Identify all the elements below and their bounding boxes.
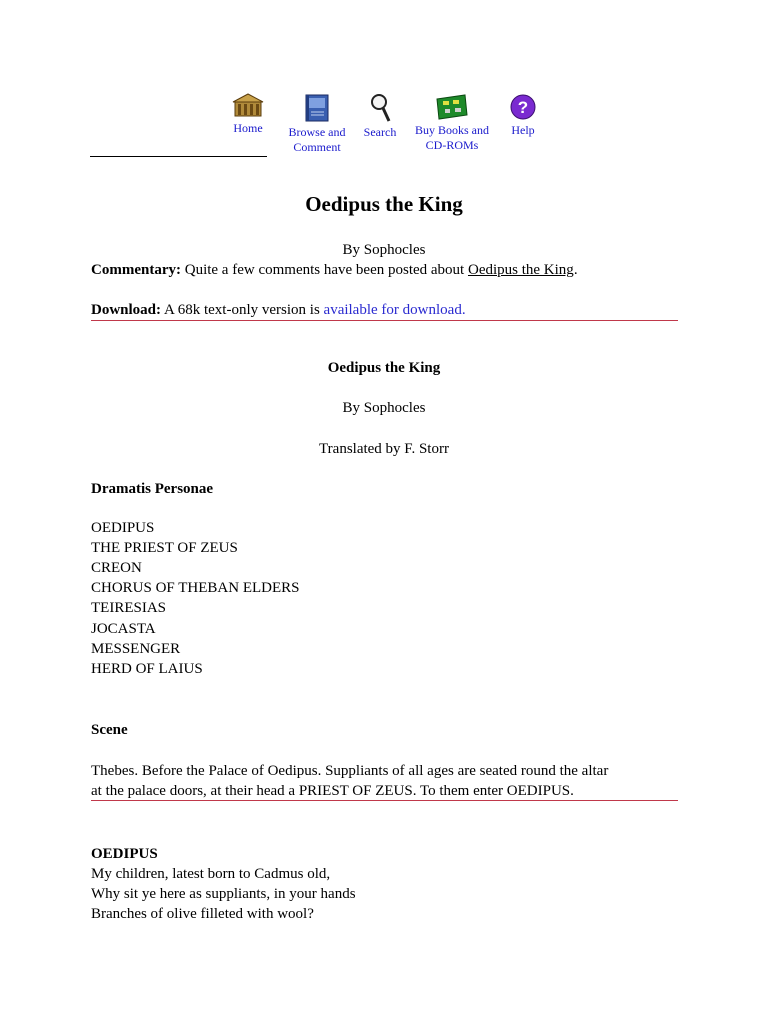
text-author: By Sophocles	[342, 400, 426, 416]
download-link[interactable]: available for download.	[323, 302, 466, 318]
character-item: OEDIPUS	[91, 520, 155, 536]
download-label: Download:	[91, 302, 162, 318]
download-line	[91, 300, 466, 320]
download-text: A 68k text-only version is	[163, 302, 320, 318]
speech-line: Why sit ye here as suppliants, in your hands	[91, 886, 356, 902]
scene-heading: Scene	[91, 722, 128, 738]
circuit-board-icon	[435, 93, 469, 121]
divider-bottom	[91, 800, 678, 801]
svg-text:?: ?	[517, 98, 529, 117]
commentary-line	[91, 260, 578, 280]
commentary-end: .	[573, 262, 578, 278]
book-icon	[301, 93, 333, 123]
commentary-link[interactable]: Oedipus the King	[467, 262, 574, 278]
character-item: HERD OF LAIUS	[91, 661, 203, 677]
character-item: CHORUS OF THEBAN ELDERS	[91, 580, 300, 596]
nav-home-label: Home	[233, 121, 263, 135]
nav-buy-label-line1: Buy Books and	[414, 123, 489, 137]
character-item: JOCASTA	[91, 621, 156, 637]
commentary-text: Quite a few comments have been posted about	[184, 262, 465, 278]
nav-search-label: Search	[363, 125, 397, 139]
character-item: THE PRIEST OF ZEUS	[91, 540, 238, 556]
character-item: TEIRESIAS	[91, 600, 166, 616]
page-byline: By Sophocles	[342, 242, 426, 258]
home-icon	[232, 93, 264, 119]
question-icon	[509, 93, 537, 121]
character-item: CREON	[91, 560, 142, 576]
scene-line: Thebes. Before the Palace of Oedipus. Suppliants of all ages are seated round the altar	[91, 763, 609, 779]
scene-line: at the palace doors, at their head a PRIEST OF ZEUS. To them enter OEDIPUS.	[91, 783, 574, 799]
speaker-name: OEDIPUS	[91, 846, 158, 862]
text-translator: Translated by F. Storr	[319, 441, 449, 457]
nav-buy-label-line2: CD-ROMs	[425, 138, 479, 152]
divider-top	[91, 320, 678, 321]
text-title: Oedipus the King	[327, 360, 441, 376]
nav-buy-books[interactable]	[410, 93, 494, 153]
page-title: Oedipus the King	[305, 192, 463, 216]
nav-help-label: Help	[511, 123, 535, 137]
dramatis-heading: Dramatis Personae	[91, 481, 214, 497]
nav-browse-label-line1: Browse and	[288, 125, 346, 139]
commentary-label: Commentary:	[91, 262, 181, 278]
nav-help[interactable]	[504, 93, 542, 138]
nav-home[interactable]	[228, 93, 268, 136]
magnifier-icon	[368, 93, 392, 123]
character-item: MESSENGER	[91, 641, 181, 657]
speech-line: Branches of olive filleted with wool?	[91, 906, 314, 922]
nav-search[interactable]	[360, 93, 400, 140]
nav-browse-label-line2: Comment	[293, 140, 341, 154]
speech-line: My children, latest born to Cadmus old,	[91, 866, 331, 882]
nav-browse-and-comment[interactable]	[284, 93, 350, 155]
top-navigation	[0, 93, 768, 163]
nav-divider	[90, 156, 267, 157]
